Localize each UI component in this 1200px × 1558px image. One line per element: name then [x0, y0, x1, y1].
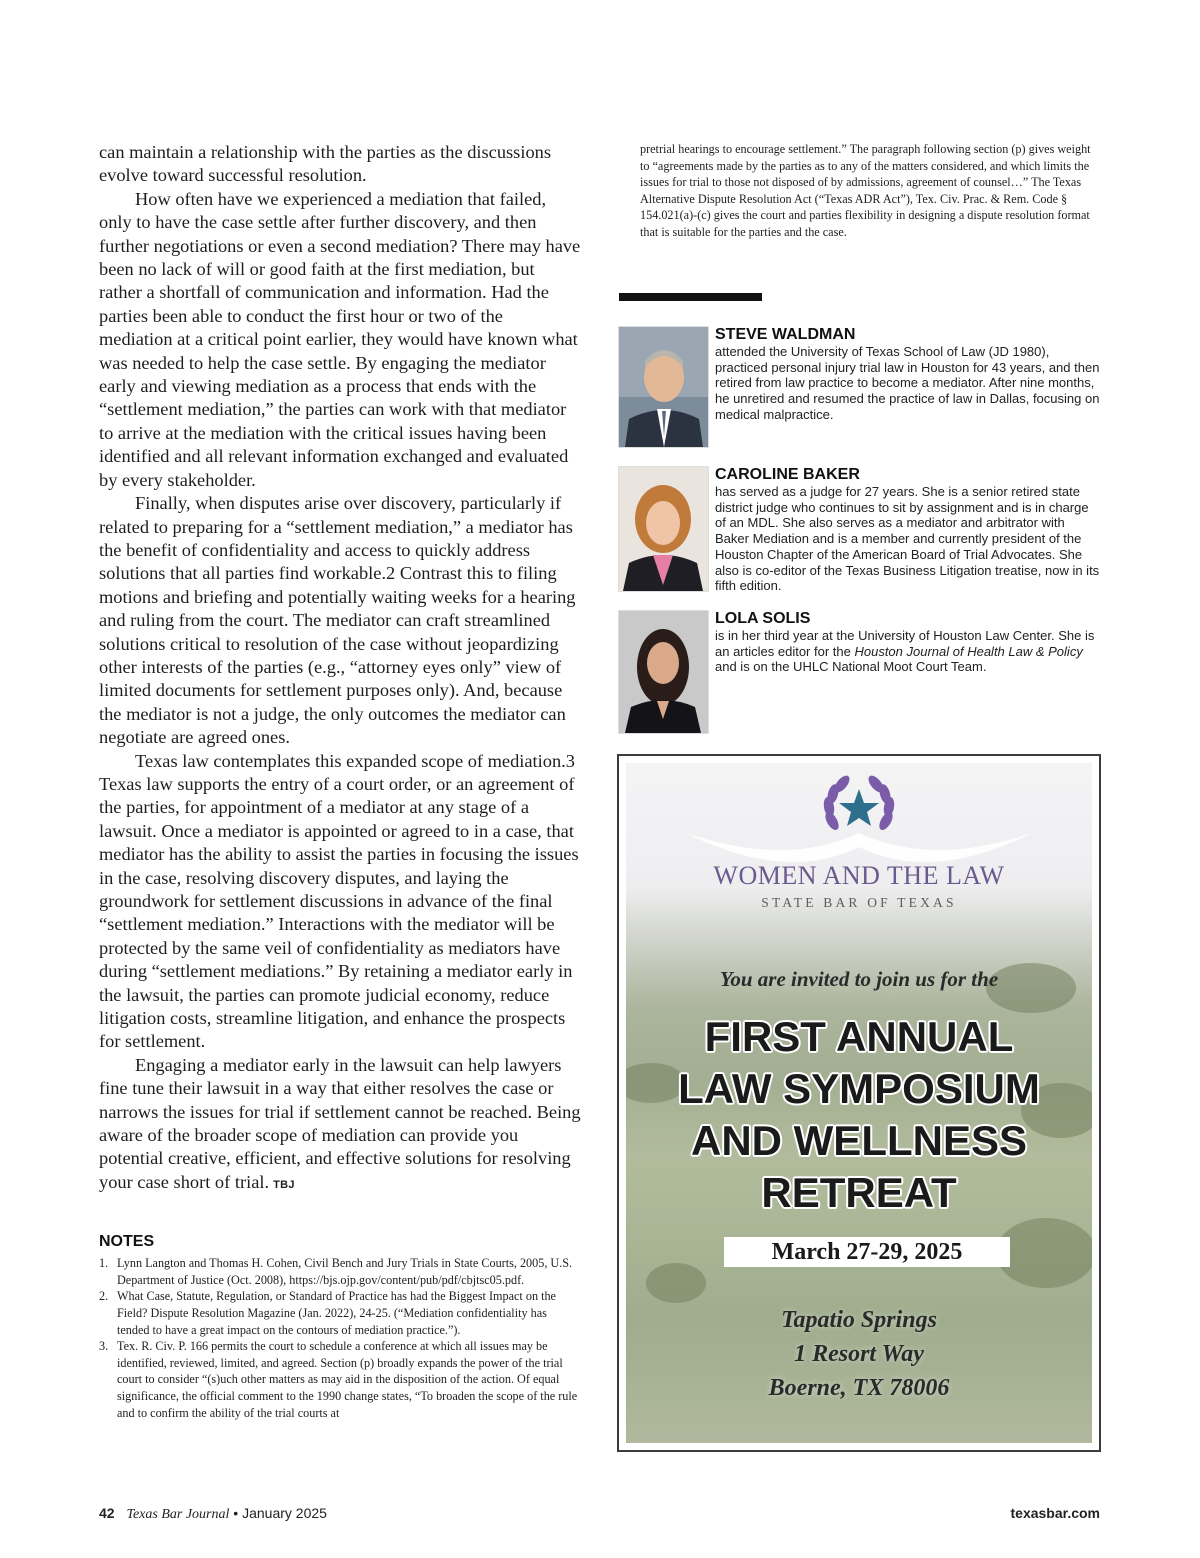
- note-item: [99, 1338, 581, 1421]
- org-name: WOMEN AND THE LAW: [713, 861, 1005, 890]
- article-paragraph-text: Engaging a mediator early in the lawsuit can help lawyers fine tune their lawsuit in a way that either resolves the case or narrows the issues for trial if settlement cannot be reached. Being aware of the broader scope of mediation can provide you potential creative, efficient, and effective solutions for resolving your case short of trial.: [99, 1054, 581, 1192]
- event-date: March 27-29, 2025: [724, 1237, 1010, 1267]
- bio-text: [715, 466, 1101, 594]
- headline-line: LAW SYMPOSIUM: [678, 1065, 1040, 1112]
- section-divider-bar: [619, 293, 762, 301]
- bio-steve-waldman: [618, 326, 1100, 448]
- headline-line: RETREAT: [761, 1169, 957, 1216]
- org-subtitle: STATE BAR OF TEXAS: [761, 895, 957, 910]
- note-text: What Case, Statute, Regulation, or Standard of Practice has had the Biggest Impact on the Field? Dispute Resolution Magazine (Jan. 2022), 24-25. (“Mediation confidentiality has tended to have a great impact on the contours of mediation practice.”).: [117, 1289, 556, 1337]
- bio-description: [715, 628, 1101, 675]
- article-paragraph: can maintain a relationship with the parties as the discussions evolve toward successful resolution.: [99, 142, 551, 186]
- event-venue: [626, 1303, 1092, 1405]
- bio-description: has served as a judge for 27 years. She is a senior retired state district judge who continues to sit by assignment and is in charge of an MDL. She also serves as a mediator and arbitrator with Baker Mediation and is a member and currently president of the Houston Chapter of the American Board of Trial Advocates. She also is co-editor of the Texas Business Litigation treatise, now in its fifth edition.: [715, 484, 1100, 594]
- note-number: 1.: [99, 1256, 109, 1271]
- notes-continuation: pretrial hearings to encourage settlement.” The paragraph following section (p) gives weight to “agreements made by the parties as to any of the matters considered, and which limits the issues for trial to those not disposed of by admissions, agreement of counsel…” The Texas Alternative Dispute Resolution Act (“Texas ADR Act”), Tex. Civ. Prac. & Rem. Code § 154.021(a)-(c) gives the court and parties flexibility in designing a dispute resolution format that is suitable for the parties and the case.: [640, 142, 1091, 239]
- note-text: Tex. R. Civ. P. 166 permits the court to schedule a conference at which all issues may be identified, reviewed, limited, and agreed. Section (p) broadly expands the power of the trial court to consider “(s)uch other matters as may aid in the disposition of the action. Of equal significance, the official comment to the 1990 change states, “To broaden the scope of the rule and to confirm the ability of the trial courts at: [117, 1339, 578, 1420]
- page-footer: [99, 1505, 1100, 1525]
- ad-headline: [626, 1011, 1092, 1219]
- venue-line: Boerne, TX 78006: [768, 1375, 950, 1401]
- author-photo: [618, 466, 709, 592]
- bio-name: STEVE WALDMAN: [715, 326, 856, 343]
- headline-line: FIRST ANNUAL: [704, 1013, 1014, 1060]
- tbj-end-mark: TBJ: [273, 1178, 295, 1191]
- article-paragraph: Texas law contemplates this expanded scope of mediation.3 Texas law supports the entry of a court order, or an agreement of the parties, for appointment of a mediator at any stage of a lawsuit. Once a mediator is appointed or agreed to in a case, that mediator has the ability to assist the parties in focusing the issues in the case, resolving discovery disputes, and laying the groundwork for settlement discussions in advance of the final “settlement mediation.” Interactions with the mediator will be protected by the same veil of confidentiality as mediators have during “settlement mediations.” By retaining a mediator early in the lawsuit, the parties can promote judicial economy, reduce litigation costs, streamline litigation, and enhance the prospects for settlement.: [99, 750, 579, 1052]
- note-number: 2.: [99, 1289, 109, 1304]
- note-text: Lynn Langton and Thomas H. Cohen, Civil Bench and Jury Trials in State Courts, 2005, U.S. Department of Justice (Oct. 2008), https://bjs.ojp.gov/content/pub/pdf/cbjtsc05.pdf.: [117, 1256, 573, 1287]
- portrait-woman-icon: [619, 467, 708, 591]
- footer-left: [99, 1505, 327, 1523]
- author-photo: [618, 326, 709, 448]
- note-number: 3.: [99, 1339, 109, 1354]
- article-paragraph: How often have we experienced a mediation that failed, only to have the case settle after further discovery, and then further negotiations or even a second mediation? There may have been no lack of will or good faith at the first mediation, but rather a shortfall of communication and information. Had the parties been able to conduct the first hour or two of the mediation at a critical point earlier, they would have known what was needed to help the case settle. By engaging the mediator early and viewing mediation as a process that ends with the “settlement mediation,” the parties can work with that mediator to arrive at the mediation with the critical issues having been identified and all relevant information exchanged and evaluated by every stakeholder.: [99, 188, 581, 490]
- portrait-woman-icon: [619, 611, 708, 733]
- article-paragraph: Finally, when disputes arise over discovery, particularly if related to preparing for a “settlement mediation,” a mediator has the benefit of confidentiality and access to quickly address solutions that all parties find workable.2 Contrast this to filing motions and briefing and potentially waiting weeks for a hearing and ruling from the court. The mediator can craft streamlined solutions critical to resolution of the case without jeopardizing other interests of the parties (e.g., “attorney eyes only” view of limited documents for settlement purposes only). And, because the mediator is not a judge, the only outcomes the mediator can negotiate are agreed ones.: [99, 493, 576, 748]
- bio-lola-solis: [618, 610, 1100, 734]
- issue-date: January 2025: [242, 1505, 327, 1521]
- notes-section: [99, 1233, 581, 1421]
- portrait-man-icon: [619, 327, 708, 447]
- note-item: [99, 1255, 581, 1288]
- laurel-star-logo-icon: [626, 763, 1092, 863]
- event-advertisement: [617, 754, 1101, 1452]
- ad-background-landscape: [626, 763, 1092, 1443]
- bio-name: CAROLINE BAKER: [715, 466, 860, 483]
- article-column: [99, 141, 581, 1421]
- page-number: 42: [99, 1505, 115, 1521]
- notes-heading: NOTES: [99, 1233, 155, 1251]
- venue-line: 1 Resort Way: [794, 1341, 924, 1367]
- bio-description: attended the University of Texas School of Law (JD 1980), practiced personal injury trial law in Houston for 43 years, and then retired from law practice to become a mediator. After nine months, he unretired and resumed the practice of law in Dallas, focusing on medical malpractice.: [715, 344, 1100, 422]
- article-paragraph-final: [99, 1054, 581, 1197]
- note-item: [99, 1288, 581, 1338]
- bio-text: [715, 326, 1101, 423]
- author-photo: [618, 610, 709, 734]
- notes-list: [99, 1255, 581, 1421]
- journal-name: Texas Bar Journal: [126, 1507, 230, 1522]
- bio-text-before: is in her third year at the University of Houston Law Center. She is an articles editor for the: [715, 628, 1095, 659]
- footer-separator: •: [233, 1505, 239, 1521]
- bio-caroline-baker: [618, 466, 1100, 592]
- bio-name: LOLA SOLIS: [715, 610, 811, 627]
- ad-invitation: You are invited to join us for the: [719, 967, 999, 991]
- women-and-the-law-logo: [626, 763, 1092, 923]
- journal-title: Houston Journal of Health Law & Policy: [854, 643, 1083, 659]
- headline-line: AND WELLNESS: [691, 1117, 1027, 1164]
- bio-text-after: and is on the UHLC National Moot Court Team.: [715, 659, 987, 675]
- venue-line: Tapatio Springs: [781, 1307, 937, 1333]
- site-url: texasbar.com: [1010, 1505, 1100, 1521]
- bio-text: [715, 610, 1101, 675]
